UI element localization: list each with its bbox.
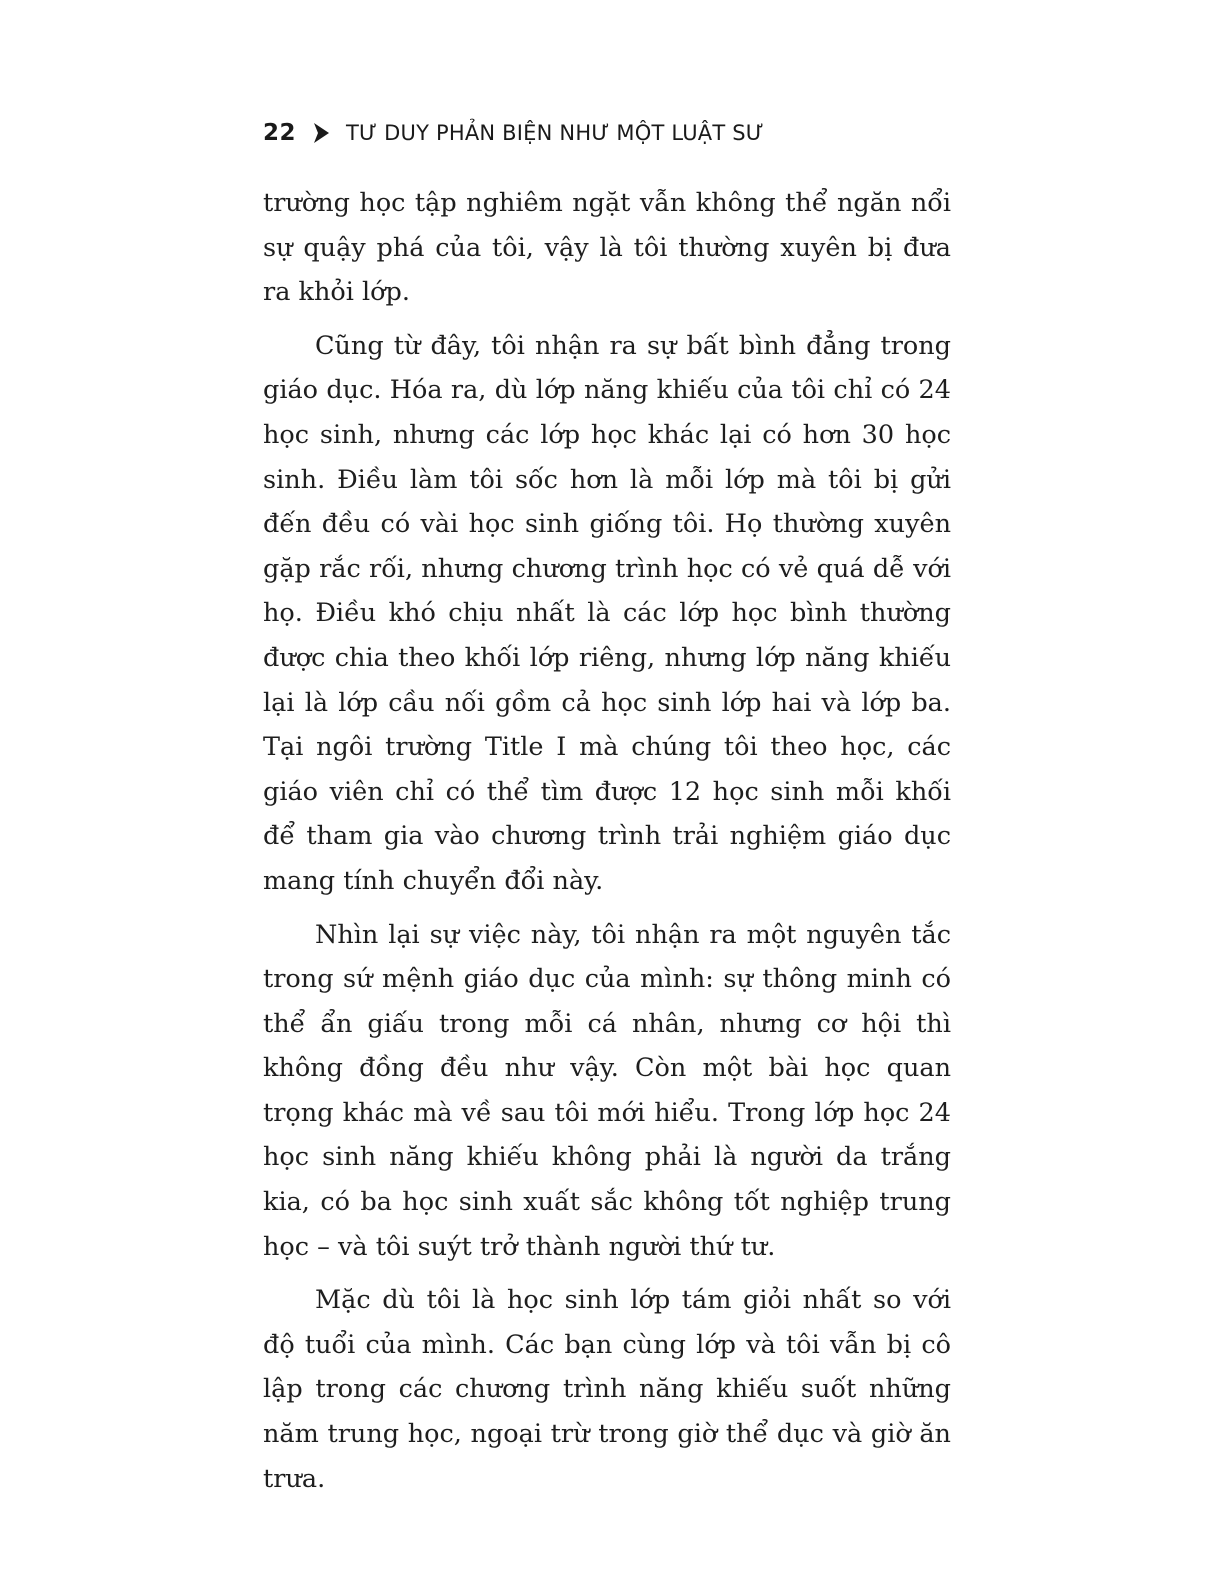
paragraph: Mặc dù tôi là học sinh lớp tám giỏi nhất so với độ tuổi của mình. Các bạn cùng lớp và tôi vẫn bị cô lập trong các chương trình năng khiếu suốt những năm trung học, ngoại trừ trong giờ thể dục và giờ ăn trưa.: [263, 1285, 951, 1494]
chevron-right-icon: [312, 122, 330, 144]
paragraph-continued: trường học tập nghiêm ngặt vẫn không thể ngăn nổi sự quậy phá của tôi, vậy là tôi thường xuyên bị đưa ra khỏi lớp.: [263, 188, 951, 308]
paragraph: Cũng từ đây, tôi nhận ra sự bất bình đẳng trong giáo dục. Hóa ra, dù lớp năng khiếu của tôi chỉ có 24 học sinh, nhưng các lớp học khác lại có hơn 30 học sinh. Điều làm tôi sốc hơn là mỗi lớp mà tôi bị gửi đến đều có vài học sinh giống tôi. Họ thường xuyên gặp rắc rối, nhưng chương trình học có vẻ quá dễ với họ. Điều khó chịu nhất là các lớp học bình thường được chia theo khối lớp riêng, nhưng lớp năng khiếu lại là lớp cầu nối gồm cả học sinh lớp hai và lớp ba. Tại ngôi trường Title I mà chúng tôi theo học, các giáo viên chỉ có thể tìm được 12 học sinh mỗi khối để tham gia vào chương trình trải nghiệm giáo dục mang tính chuyển đổi này.: [263, 330, 951, 896]
page-number: 22: [263, 120, 297, 146]
running-header: [263, 113, 764, 153]
book-title: TƯ DUY PHẢN BIỆN NHƯ MỘT LUẬT SƯ: [346, 121, 765, 145]
paragraph: Nhìn lại sự việc này, tôi nhận ra một nguyên tắc trong sứ mệnh giáo dục của mình: sự thông minh có thể ẩn giấu trong mỗi cá nhân, nhưng cơ hội thì không đồng đều như vậy. Còn một bài học quan trọng khác mà về sau tôi mới hiểu. Trong lớp học 24 học sinh năng khiếu không phải là người da trắng kia, có ba học sinh xuất sắc không tốt nghiệp trung học – và tôi suýt trở thành người thứ tư.: [263, 919, 951, 1262]
body-text: [263, 181, 951, 1501]
